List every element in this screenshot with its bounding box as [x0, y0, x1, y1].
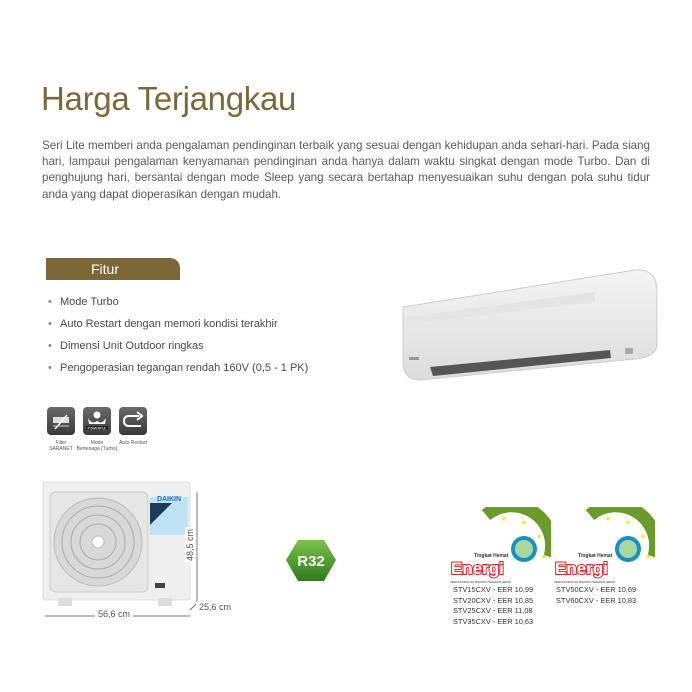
features-heading [46, 258, 180, 280]
auto-restart-label: Auto Restart [119, 440, 147, 446]
eer-item: STV25CXV - EER 11,08 [453, 606, 533, 615]
energy-word: Energi [555, 559, 608, 578]
bullet-icon: • [48, 318, 52, 330]
feature-text: Pengoperasian tegangan rendah 160V (0,5 - 1 PK) [60, 362, 309, 374]
svg-text:★: ★ [639, 532, 647, 541]
eer-item: STV50CXV - EER 10,69 [556, 585, 637, 594]
energy-label-right [550, 507, 655, 585]
features-heading-label: Fitur [91, 261, 119, 277]
svg-text:★: ★ [520, 518, 528, 527]
bullet-icon: • [48, 362, 52, 374]
indoor-unit-image [395, 262, 660, 382]
svg-text:★: ★ [604, 514, 612, 523]
svg-text:★: ★ [644, 552, 652, 561]
auto-restart-icon [119, 407, 147, 435]
powerful-icon [83, 407, 111, 435]
eer-item: STV15CXV - EER 10,99 [453, 585, 534, 594]
r32-text: R32 [297, 553, 325, 570]
bullet-icon: • [48, 340, 52, 352]
filter-label: Filter SARANET [49, 440, 73, 452]
energy-heading: Tingkat Hemat [474, 553, 509, 559]
list-item [48, 292, 308, 314]
features-list [48, 292, 308, 380]
list-item [48, 336, 308, 358]
height-dimension: 48,5 cm [185, 528, 196, 562]
svg-text:★: ★ [500, 514, 508, 523]
svg-text:★: ★ [535, 532, 543, 541]
energy-tagline: SEMAKIN BANYAK BINTANG SEMAKIN HEMAT [554, 580, 616, 584]
energy-tagline: SEMAKIN BANYAK BINTANG SEMAKIN HEMAT [450, 580, 512, 584]
energy-heading: Tingkat Hemat [578, 553, 613, 559]
eer-list-right [556, 585, 636, 606]
feature-text: Auto Restart dengan memori kondisi terakhir [60, 318, 278, 330]
feature-text: Dimensi Unit Outdoor ringkas [60, 340, 204, 352]
svg-text:★: ★ [540, 552, 548, 561]
powerful-label: Mode Bertenaga (Turbo) [76, 440, 118, 452]
eer-item: STV35CXV - EER 10,63 [453, 616, 534, 626]
filter-icon [47, 407, 75, 435]
depth-dimension: 25,6 cm [199, 602, 232, 612]
intro-paragraph: Seri Lite memberi anda pengalaman pendinginan terbaik yang sesuai dengan kehidupan anda sehari-hari. Pada siang hari, lampaui pengalaman kenyamanan pendinginan anda hanya dalam waktu singkat dengan mode Turbo. Dan di penghujung hari, bersantai dengan mode Sleep yang secara bertahap menyesuaikan suhu dengan pola suhu tidur anda yang dapat dioperasikan dengan mudah. [42, 139, 650, 201]
list-item [48, 358, 308, 380]
page-title: Harga Terjangkau [41, 80, 297, 117]
width-dimension: 56,6 cm [95, 609, 133, 619]
r32-badge [285, 538, 337, 584]
daikin-logo: DAIKIN [156, 496, 182, 503]
powerful-badge-text: POWERFUL [87, 426, 107, 431]
eer-item: STV20CXV - EER 10,85 [453, 595, 534, 605]
eer-list-left [453, 585, 533, 627]
svg-text:★: ★ [624, 518, 632, 527]
energy-label-left [446, 507, 551, 585]
feature-text: Mode Turbo [60, 296, 119, 308]
list-item [48, 314, 308, 336]
energy-word: Energi [451, 559, 504, 578]
bullet-icon: • [48, 296, 52, 308]
eer-item: STV60CXV - EER 10,83 [556, 595, 637, 605]
